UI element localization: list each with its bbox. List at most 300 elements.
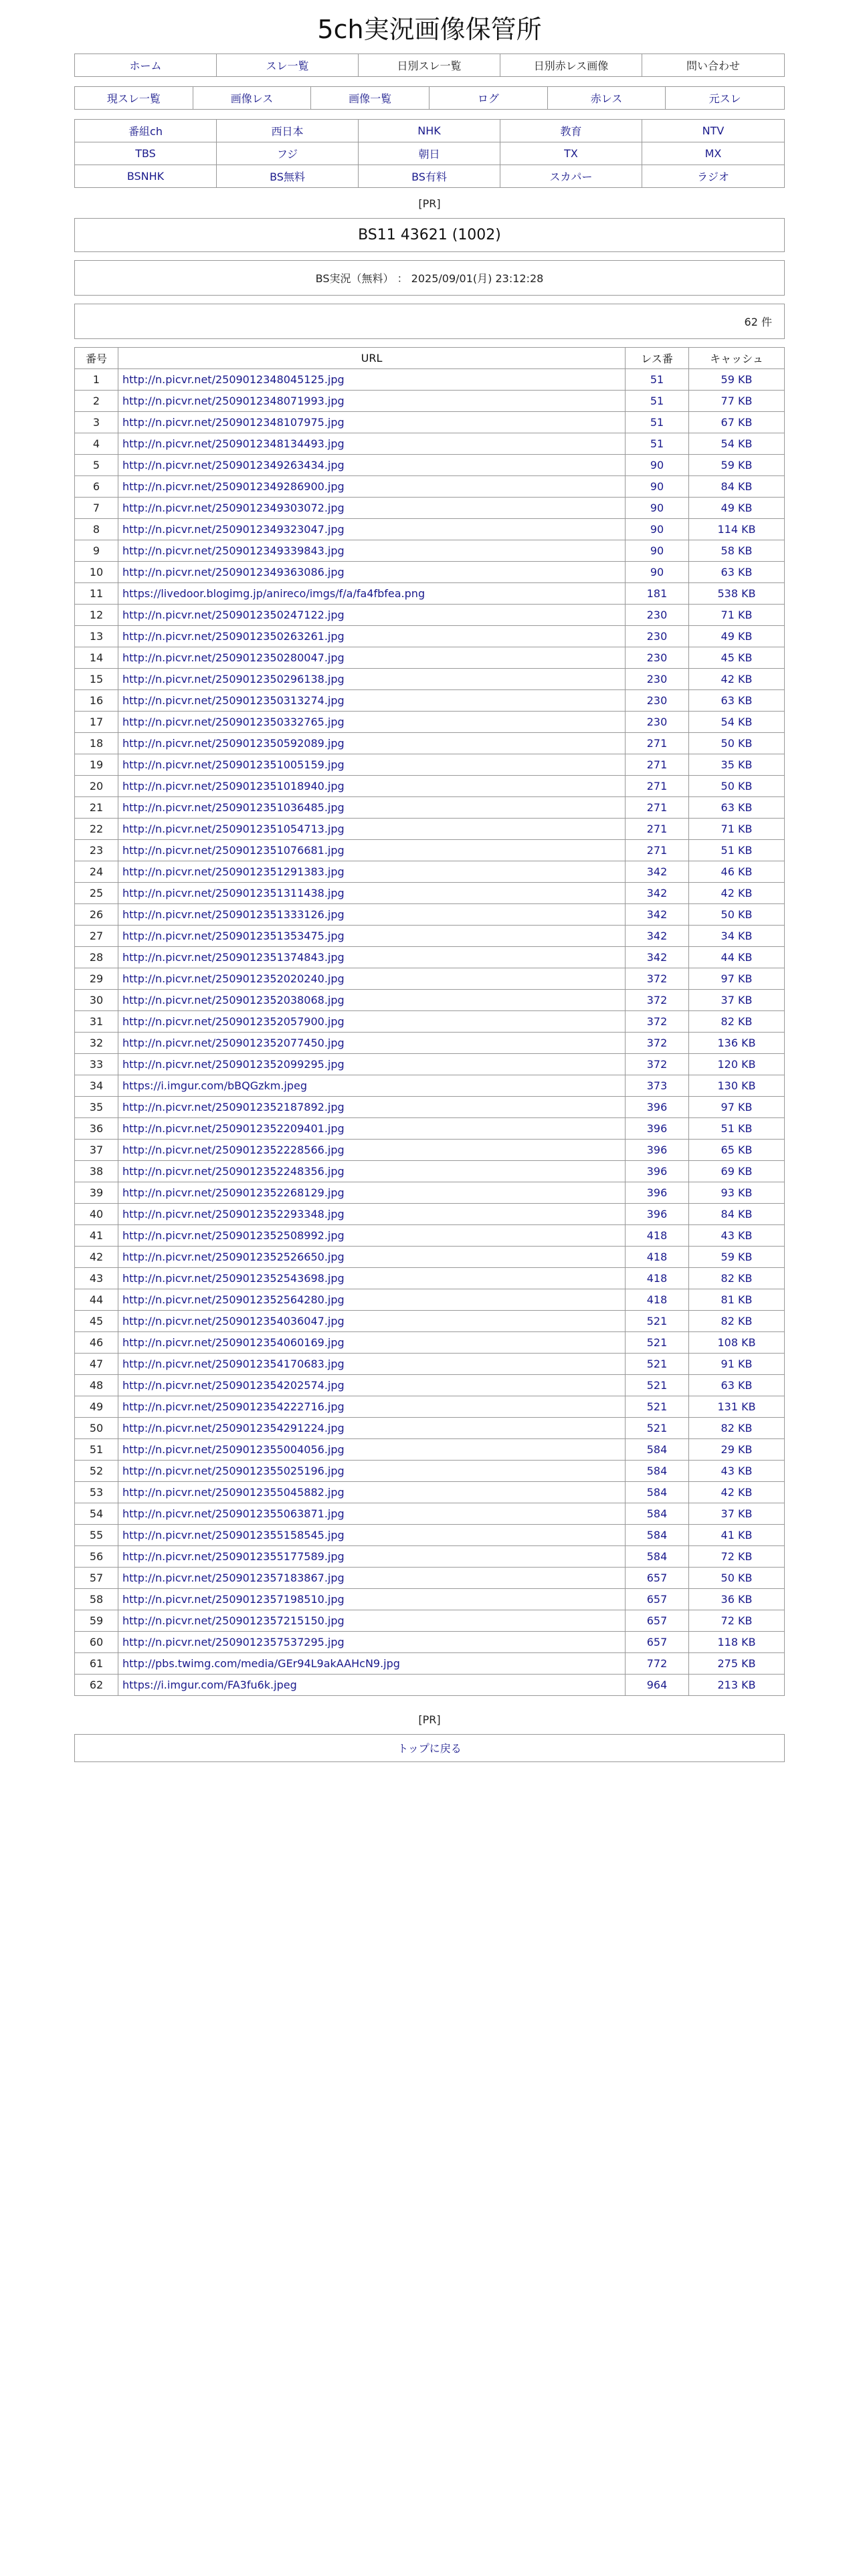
row-cache-cell bbox=[689, 839, 785, 861]
row-cache-cell bbox=[689, 411, 785, 433]
cache-link[interactable]: 213 KB bbox=[717, 1678, 756, 1691]
row-url-cell bbox=[118, 1353, 626, 1374]
image-url-link[interactable]: http://n.picvr.net/2509012352187892.jpg bbox=[122, 1100, 345, 1113]
cache-link[interactable]: 538 KB bbox=[717, 586, 756, 600]
image-url-link[interactable]: http://n.picvr.net/2509012354291224.jpg bbox=[122, 1421, 345, 1434]
cache-link[interactable]: 59 KB bbox=[721, 1250, 753, 1263]
table-row bbox=[75, 861, 785, 882]
res-number-link[interactable]: 521 bbox=[646, 1357, 668, 1370]
row-url-cell bbox=[118, 390, 626, 411]
res-number-link[interactable]: 584 bbox=[646, 1528, 668, 1541]
row-res-cell bbox=[626, 1310, 689, 1331]
channel-nav-item-6[interactable]: フジ bbox=[217, 142, 359, 165]
channel-nav-item-1[interactable]: 西日本 bbox=[217, 120, 359, 142]
cache-link[interactable]: 136 KB bbox=[717, 1036, 756, 1049]
row-url-cell bbox=[118, 1396, 626, 1417]
sub-nav-item-1[interactable]: 画像レス bbox=[193, 87, 312, 109]
table-body bbox=[75, 368, 785, 1695]
channel-nav-item-10[interactable]: BSNHK bbox=[75, 165, 217, 187]
image-url-link[interactable]: http://n.picvr.net/2509012352564280.jpg bbox=[122, 1293, 345, 1306]
image-url-link[interactable]: http://n.picvr.net/2509012350247122.jpg bbox=[122, 608, 345, 621]
image-url-link[interactable]: http://n.picvr.net/2509012357215150.jpg bbox=[122, 1614, 345, 1627]
cache-link[interactable]: 34 KB bbox=[721, 929, 753, 942]
cache-link[interactable]: 114 KB bbox=[717, 522, 756, 536]
table-row bbox=[75, 433, 785, 454]
row-cache-cell bbox=[689, 518, 785, 540]
res-number-link[interactable]: 584 bbox=[646, 1442, 668, 1456]
cache-link[interactable]: 50 KB bbox=[721, 1571, 753, 1584]
sub-nav-item-0[interactable]: 現スレ一覧 bbox=[75, 87, 193, 109]
res-number-link[interactable]: 584 bbox=[646, 1549, 668, 1563]
cache-link[interactable]: 82 KB bbox=[721, 1314, 753, 1327]
cache-link[interactable]: 43 KB bbox=[721, 1228, 753, 1242]
res-number-link[interactable]: 90 bbox=[650, 458, 664, 471]
cache-link[interactable]: 35 KB bbox=[721, 758, 753, 771]
cache-link[interactable]: 84 KB bbox=[721, 479, 753, 493]
cache-link[interactable]: 275 KB bbox=[717, 1656, 756, 1670]
cache-link[interactable]: 72 KB bbox=[721, 1549, 753, 1563]
res-number-link[interactable]: 230 bbox=[646, 693, 668, 707]
channel-nav-item-11[interactable]: BS無料 bbox=[217, 165, 359, 187]
cache-link[interactable]: 29 KB bbox=[721, 1442, 753, 1456]
cache-link[interactable]: 41 KB bbox=[721, 1528, 753, 1541]
image-url-link[interactable]: http://n.picvr.net/2509012351076681.jpg bbox=[122, 843, 345, 857]
cache-link[interactable]: 91 KB bbox=[721, 1357, 753, 1370]
row-number: 25 bbox=[75, 882, 118, 903]
image-url-link[interactable]: http://n.picvr.net/2509012351054713.jpg bbox=[122, 822, 345, 835]
cache-link[interactable]: 131 KB bbox=[717, 1400, 756, 1413]
table-row bbox=[75, 1503, 785, 1524]
row-url-cell bbox=[118, 1588, 626, 1610]
image-url-link[interactable]: http://n.picvr.net/2509012350332765.jpg bbox=[122, 715, 345, 728]
channel-nav-item-9[interactable]: MX bbox=[642, 142, 784, 165]
image-url-link[interactable]: http://pbs.twimg.com/media/GEr94L9akAAHcN9.jpg bbox=[122, 1656, 400, 1670]
row-number: 4 bbox=[75, 433, 118, 454]
res-number-link[interactable]: 657 bbox=[646, 1592, 668, 1606]
row-number: 44 bbox=[75, 1289, 118, 1310]
main-nav-item-4[interactable]: 問い合わせ bbox=[686, 59, 740, 72]
res-number-link[interactable]: 342 bbox=[646, 865, 668, 878]
res-number-link[interactable]: 396 bbox=[646, 1164, 668, 1178]
res-number-link[interactable]: 342 bbox=[646, 929, 668, 942]
image-url-link[interactable]: http://n.picvr.net/2509012354222716.jpg bbox=[122, 1400, 345, 1413]
res-number-link[interactable]: 181 bbox=[646, 586, 668, 600]
res-number-link[interactable]: 90 bbox=[650, 479, 664, 493]
res-number-link[interactable]: 372 bbox=[646, 1057, 668, 1071]
row-number: 29 bbox=[75, 968, 118, 989]
row-url-cell bbox=[118, 1310, 626, 1331]
res-number-link[interactable]: 90 bbox=[650, 522, 664, 536]
image-url-link[interactable]: http://n.picvr.net/2509012352526650.jpg bbox=[122, 1250, 345, 1263]
cache-link[interactable]: 42 KB bbox=[721, 1485, 753, 1499]
row-url-cell bbox=[118, 818, 626, 839]
result-count-box bbox=[74, 304, 785, 339]
image-url-link[interactable]: http://n.picvr.net/2509012355004056.jpg bbox=[122, 1442, 345, 1456]
res-number-link[interactable]: 51 bbox=[650, 437, 664, 450]
res-number-link[interactable]: 418 bbox=[646, 1293, 668, 1306]
header-cache: キャッシュ bbox=[689, 347, 785, 368]
row-number: 48 bbox=[75, 1374, 118, 1396]
image-url-link[interactable]: http://n.picvr.net/2509012352508992.jpg bbox=[122, 1228, 345, 1242]
res-number-link[interactable]: 521 bbox=[646, 1421, 668, 1434]
image-url-link[interactable]: http://n.picvr.net/2509012352077450.jpg bbox=[122, 1036, 345, 1049]
cache-link[interactable]: 97 KB bbox=[721, 972, 753, 985]
res-number-link[interactable]: 230 bbox=[646, 715, 668, 728]
res-number-link[interactable]: 521 bbox=[646, 1314, 668, 1327]
row-res-cell bbox=[626, 1053, 689, 1075]
row-res-cell bbox=[626, 647, 689, 668]
cache-link[interactable]: 59 KB bbox=[721, 458, 753, 471]
res-number-link[interactable]: 418 bbox=[646, 1228, 668, 1242]
res-number-link[interactable]: 521 bbox=[646, 1378, 668, 1392]
row-number: 54 bbox=[75, 1503, 118, 1524]
cache-link[interactable]: 71 KB bbox=[721, 608, 753, 621]
table-row bbox=[75, 647, 785, 668]
res-number-link[interactable]: 230 bbox=[646, 629, 668, 643]
row-number: 34 bbox=[75, 1075, 118, 1096]
row-cache-cell bbox=[689, 1096, 785, 1117]
res-number-link[interactable]: 342 bbox=[646, 950, 668, 964]
res-number-link[interactable]: 271 bbox=[646, 779, 668, 792]
image-url-link[interactable]: http://n.picvr.net/2509012355063871.jpg bbox=[122, 1507, 345, 1520]
image-url-link[interactable]: http://n.picvr.net/2509012355025196.jpg bbox=[122, 1464, 345, 1477]
res-number-link[interactable]: 521 bbox=[646, 1400, 668, 1413]
cache-link[interactable]: 58 KB bbox=[721, 544, 753, 557]
row-cache-cell bbox=[689, 1203, 785, 1224]
row-cache-cell bbox=[689, 1289, 785, 1310]
res-number-link[interactable]: 772 bbox=[646, 1656, 668, 1670]
row-url-cell bbox=[118, 1567, 626, 1588]
sub-nav-item-3[interactable]: ログ bbox=[430, 87, 548, 109]
image-url-link[interactable]: http://n.picvr.net/2509012349323047.jpg bbox=[122, 522, 345, 536]
row-number: 17 bbox=[75, 711, 118, 732]
row-cache-cell bbox=[689, 1674, 785, 1695]
row-url-cell bbox=[118, 861, 626, 882]
res-number-link[interactable]: 396 bbox=[646, 1121, 668, 1135]
main-nav-item-3[interactable]: 日別赤レス画像 bbox=[500, 54, 642, 76]
main-nav-item-2[interactable]: 日別スレ一覧 bbox=[359, 54, 500, 76]
cache-link[interactable]: 37 KB bbox=[721, 1507, 753, 1520]
res-number-link[interactable]: 271 bbox=[646, 758, 668, 771]
cache-link[interactable]: 63 KB bbox=[721, 693, 753, 707]
image-url-link[interactable]: http://n.picvr.net/2509012355177589.jpg bbox=[122, 1549, 345, 1563]
cache-link[interactable]: 54 KB bbox=[721, 715, 753, 728]
cache-link[interactable]: 54 KB bbox=[721, 437, 753, 450]
table-row bbox=[75, 411, 785, 433]
row-url-cell bbox=[118, 1032, 626, 1053]
cache-link[interactable]: 63 KB bbox=[721, 1378, 753, 1392]
res-number-link[interactable]: 90 bbox=[650, 501, 664, 514]
table-row bbox=[75, 1010, 785, 1032]
image-url-link[interactable]: http://n.picvr.net/2509012351291383.jpg bbox=[122, 865, 345, 878]
res-number-link[interactable]: 657 bbox=[646, 1635, 668, 1648]
image-url-link[interactable]: http://n.picvr.net/2509012355158545.jpg bbox=[122, 1528, 345, 1541]
row-url-cell bbox=[118, 1117, 626, 1139]
res-number-link[interactable]: 230 bbox=[646, 608, 668, 621]
cache-link[interactable]: 50 KB bbox=[721, 779, 753, 792]
row-url-cell bbox=[118, 518, 626, 540]
row-cache-cell bbox=[689, 1182, 785, 1203]
res-number-link[interactable]: 657 bbox=[646, 1614, 668, 1627]
channel-nav-item-5[interactable]: TBS bbox=[75, 142, 217, 165]
row-cache-cell bbox=[689, 497, 785, 518]
res-number-link[interactable]: 396 bbox=[646, 1143, 668, 1156]
channel-nav-item-13[interactable]: スカパー bbox=[500, 165, 642, 187]
image-url-link[interactable]: http://n.picvr.net/2509012351333126.jpg bbox=[122, 907, 345, 921]
res-number-link[interactable]: 51 bbox=[650, 372, 664, 386]
res-number-link[interactable]: 396 bbox=[646, 1100, 668, 1113]
row-cache-cell bbox=[689, 1139, 785, 1160]
pr-label-top: [PR] bbox=[418, 197, 441, 210]
row-url-cell bbox=[118, 1545, 626, 1567]
cache-link[interactable]: 72 KB bbox=[721, 1614, 753, 1627]
cache-link[interactable]: 37 KB bbox=[721, 993, 753, 1006]
res-number-link[interactable]: 373 bbox=[646, 1079, 668, 1092]
channel-nav-item-8[interactable]: TX bbox=[500, 142, 642, 165]
row-number: 46 bbox=[75, 1331, 118, 1353]
sub-nav-item-5[interactable]: 元スレ bbox=[708, 92, 741, 105]
image-url-link[interactable]: https://livedoor.blogimg.jp/anireco/imgs/f/a/fa4fbfea.png bbox=[122, 586, 425, 600]
cache-link[interactable]: 67 KB bbox=[721, 415, 753, 429]
res-number-link[interactable]: 51 bbox=[650, 415, 664, 429]
row-res-cell bbox=[626, 1075, 689, 1096]
image-url-link[interactable]: http://n.picvr.net/2509012351374843.jpg bbox=[122, 950, 345, 964]
image-url-link[interactable]: http://n.picvr.net/2509012349286900.jpg bbox=[122, 479, 345, 493]
cache-link[interactable]: 59 KB bbox=[721, 372, 753, 386]
res-number-link[interactable]: 230 bbox=[646, 672, 668, 685]
row-res-cell bbox=[626, 1631, 689, 1652]
main-nav-item-0[interactable]: ホーム bbox=[75, 54, 217, 76]
sub-nav-item-2[interactable]: 画像一覧 bbox=[311, 87, 430, 109]
image-url-link[interactable]: http://n.picvr.net/2509012352099295.jpg bbox=[122, 1057, 345, 1071]
cache-link[interactable]: 97 KB bbox=[721, 1100, 753, 1113]
cache-link[interactable]: 51 KB bbox=[721, 843, 753, 857]
row-res-cell bbox=[626, 1096, 689, 1117]
pr-label-bottom: [PR] bbox=[418, 1713, 441, 1726]
res-number-link[interactable]: 521 bbox=[646, 1335, 668, 1349]
row-url-cell bbox=[118, 882, 626, 903]
res-number-link[interactable]: 90 bbox=[650, 565, 664, 578]
image-url-link[interactable]: http://n.picvr.net/2509012357183867.jpg bbox=[122, 1571, 345, 1584]
cache-link[interactable]: 82 KB bbox=[721, 1271, 753, 1285]
row-res-cell bbox=[626, 1182, 689, 1203]
cache-link[interactable]: 51 KB bbox=[721, 1121, 753, 1135]
image-url-link[interactable]: http://n.picvr.net/2509012352020240.jpg bbox=[122, 972, 345, 985]
row-number: 23 bbox=[75, 839, 118, 861]
main-nav-item-1[interactable]: スレ一覧 bbox=[217, 54, 359, 76]
res-number-link[interactable]: 396 bbox=[646, 1186, 668, 1199]
cache-link[interactable]: 108 KB bbox=[717, 1335, 756, 1349]
row-res-cell bbox=[626, 1674, 689, 1695]
table-row bbox=[75, 1224, 785, 1246]
row-number: 16 bbox=[75, 689, 118, 711]
cache-link[interactable]: 82 KB bbox=[721, 1014, 753, 1028]
table-row bbox=[75, 582, 785, 604]
image-url-link[interactable]: http://n.picvr.net/2509012350592089.jpg bbox=[122, 736, 345, 750]
cache-link[interactable]: 42 KB bbox=[721, 672, 753, 685]
image-url-link[interactable]: http://n.picvr.net/2509012349263434.jpg bbox=[122, 458, 345, 471]
res-number-link[interactable]: 271 bbox=[646, 800, 668, 814]
res-number-link[interactable]: 342 bbox=[646, 886, 668, 899]
channel-nav-item-7[interactable]: 朝日 bbox=[359, 142, 500, 165]
cache-link[interactable]: 49 KB bbox=[721, 629, 753, 643]
image-url-link[interactable]: http://n.picvr.net/2509012352268129.jpg bbox=[122, 1186, 345, 1199]
res-number-link[interactable]: 584 bbox=[646, 1485, 668, 1499]
row-cache-cell bbox=[689, 989, 785, 1010]
res-number-link[interactable]: 230 bbox=[646, 651, 668, 664]
image-url-link[interactable]: http://n.picvr.net/2509012351036485.jpg bbox=[122, 800, 345, 814]
row-res-cell bbox=[626, 1160, 689, 1182]
image-url-link[interactable]: http://n.picvr.net/2509012357198510.jpg bbox=[122, 1592, 345, 1606]
row-res-cell bbox=[626, 540, 689, 561]
res-number-link[interactable]: 372 bbox=[646, 1014, 668, 1028]
cache-link[interactable]: 44 KB bbox=[721, 950, 753, 964]
image-url-link[interactable]: http://n.picvr.net/2509012352228566.jpg bbox=[122, 1143, 345, 1156]
cache-link[interactable]: 120 KB bbox=[717, 1057, 756, 1071]
channel-nav-item-2[interactable]: NHK bbox=[359, 120, 500, 142]
cache-link[interactable]: 50 KB bbox=[721, 907, 753, 921]
res-number-link[interactable]: 271 bbox=[646, 822, 668, 835]
row-cache-cell bbox=[689, 1353, 785, 1374]
row-res-cell bbox=[626, 390, 689, 411]
image-url-link[interactable]: http://n.picvr.net/2509012355045882.jpg bbox=[122, 1485, 345, 1499]
cache-link[interactable]: 77 KB bbox=[721, 394, 753, 407]
image-url-link[interactable]: https://i.imgur.com/FA3fu6k.jpeg bbox=[122, 1678, 297, 1691]
res-number-link[interactable]: 964 bbox=[646, 1678, 668, 1691]
cache-link[interactable]: 43 KB bbox=[721, 1464, 753, 1477]
image-url-link[interactable]: http://n.picvr.net/2509012351353475.jpg bbox=[122, 929, 345, 942]
image-url-link[interactable]: https://i.imgur.com/bBQGzkm.jpeg bbox=[122, 1079, 308, 1092]
image-url-link[interactable]: http://n.picvr.net/2509012354202574.jpg bbox=[122, 1378, 345, 1392]
res-number-link[interactable]: 372 bbox=[646, 972, 668, 985]
row-number: 40 bbox=[75, 1203, 118, 1224]
image-url-link[interactable]: http://n.picvr.net/2509012348045125.jpg bbox=[122, 372, 345, 386]
row-number: 18 bbox=[75, 732, 118, 754]
table-row bbox=[75, 518, 785, 540]
row-number: 9 bbox=[75, 540, 118, 561]
image-url-link[interactable]: http://n.picvr.net/2509012351018940.jpg bbox=[122, 779, 345, 792]
main-nav bbox=[74, 53, 785, 77]
res-number-link[interactable]: 396 bbox=[646, 1207, 668, 1220]
row-url-cell bbox=[118, 1075, 626, 1096]
table-row bbox=[75, 1438, 785, 1460]
res-number-link[interactable]: 271 bbox=[646, 843, 668, 857]
image-url-link[interactable]: http://n.picvr.net/2509012352293348.jpg bbox=[122, 1207, 345, 1220]
image-url-link[interactable]: http://n.picvr.net/2509012351005159.jpg bbox=[122, 758, 345, 771]
cache-link[interactable]: 82 KB bbox=[721, 1421, 753, 1434]
cache-link[interactable]: 42 KB bbox=[721, 886, 753, 899]
cache-link[interactable]: 63 KB bbox=[721, 565, 753, 578]
cache-link[interactable]: 65 KB bbox=[721, 1143, 753, 1156]
image-url-link[interactable]: http://n.picvr.net/2509012354036047.jpg bbox=[122, 1314, 345, 1327]
sub-nav-item-4[interactable]: 赤レス bbox=[548, 87, 666, 109]
res-number-link[interactable]: 372 bbox=[646, 1036, 668, 1049]
cache-link[interactable]: 81 KB bbox=[721, 1293, 753, 1306]
row-res-cell bbox=[626, 497, 689, 518]
res-number-link[interactable]: 372 bbox=[646, 993, 668, 1006]
row-url-cell bbox=[118, 604, 626, 625]
result-count: 62 件 bbox=[744, 315, 772, 328]
cache-link[interactable]: 71 KB bbox=[721, 822, 753, 835]
table-row bbox=[75, 1289, 785, 1310]
cache-link[interactable]: 63 KB bbox=[721, 800, 753, 814]
row-res-cell bbox=[626, 796, 689, 818]
image-url-link[interactable]: http://n.picvr.net/2509012348134493.jpg bbox=[122, 437, 345, 450]
cache-link[interactable]: 46 KB bbox=[721, 865, 753, 878]
row-number: 49 bbox=[75, 1396, 118, 1417]
back-to-top-link[interactable]: トップに戻る bbox=[74, 1734, 785, 1762]
table-row bbox=[75, 1374, 785, 1396]
image-url-link[interactable]: http://n.picvr.net/2509012351311438.jpg bbox=[122, 886, 345, 899]
image-url-link[interactable]: http://n.picvr.net/2509012348107975.jpg bbox=[122, 415, 345, 429]
image-url-link[interactable]: http://n.picvr.net/2509012352209401.jpg bbox=[122, 1121, 345, 1135]
image-url-link[interactable]: http://n.picvr.net/2509012354060169.jpg bbox=[122, 1335, 345, 1349]
site-title: 5ch実況画像保管所 bbox=[317, 15, 542, 44]
cache-link[interactable]: 118 KB bbox=[717, 1635, 756, 1648]
cache-link[interactable]: 84 KB bbox=[721, 1207, 753, 1220]
channel-nav-item-14[interactable]: ラジオ bbox=[696, 170, 729, 183]
row-res-cell bbox=[626, 1438, 689, 1460]
image-table bbox=[74, 347, 785, 1696]
res-number-link[interactable]: 342 bbox=[646, 907, 668, 921]
image-url-link[interactable]: http://n.picvr.net/2509012352057900.jpg bbox=[122, 1014, 345, 1028]
image-url-link[interactable]: http://n.picvr.net/2509012357537295.jpg bbox=[122, 1635, 345, 1648]
image-url-link[interactable]: http://n.picvr.net/2509012352248356.jpg bbox=[122, 1164, 345, 1178]
channel-nav-item-0[interactable]: 番組ch bbox=[75, 120, 217, 142]
row-cache-cell bbox=[689, 1481, 785, 1503]
channel-nav-item-4[interactable]: NTV bbox=[642, 120, 784, 142]
res-number-link[interactable]: 584 bbox=[646, 1464, 668, 1477]
cache-link[interactable]: 93 KB bbox=[721, 1186, 753, 1199]
cache-link[interactable]: 45 KB bbox=[721, 651, 753, 664]
row-number: 8 bbox=[75, 518, 118, 540]
image-url-link[interactable]: http://n.picvr.net/2509012349339843.jpg bbox=[122, 544, 345, 557]
cache-link[interactable]: 49 KB bbox=[721, 501, 753, 514]
table-row bbox=[75, 1460, 785, 1481]
image-url-link[interactable]: http://n.picvr.net/2509012352543698.jpg bbox=[122, 1271, 345, 1285]
res-number-link[interactable]: 418 bbox=[646, 1271, 668, 1285]
row-url-cell bbox=[118, 1267, 626, 1289]
row-cache-cell bbox=[689, 1524, 785, 1545]
res-number-link[interactable]: 657 bbox=[646, 1571, 668, 1584]
row-number: 30 bbox=[75, 989, 118, 1010]
cache-link[interactable]: 130 KB bbox=[717, 1079, 756, 1092]
image-url-link[interactable]: http://n.picvr.net/2509012349303072.jpg bbox=[122, 501, 345, 514]
res-number-link[interactable]: 51 bbox=[650, 394, 664, 407]
cache-link[interactable]: 69 KB bbox=[721, 1164, 753, 1178]
image-url-link[interactable]: http://n.picvr.net/2509012350296138.jpg bbox=[122, 672, 345, 685]
image-url-link[interactable]: http://n.picvr.net/2509012352038068.jpg bbox=[122, 993, 345, 1006]
row-cache-cell bbox=[689, 540, 785, 561]
res-number-link[interactable]: 271 bbox=[646, 736, 668, 750]
image-url-link[interactable]: http://n.picvr.net/2509012350263261.jpg bbox=[122, 629, 345, 643]
res-number-link[interactable]: 584 bbox=[646, 1507, 668, 1520]
table-row bbox=[75, 668, 785, 689]
image-url-link[interactable]: http://n.picvr.net/2509012350313274.jpg bbox=[122, 693, 345, 707]
res-number-link[interactable]: 418 bbox=[646, 1250, 668, 1263]
channel-nav-item-3[interactable]: 教育 bbox=[500, 120, 642, 142]
row-res-cell bbox=[626, 1117, 689, 1139]
cache-link[interactable]: 50 KB bbox=[721, 736, 753, 750]
image-url-link[interactable]: http://n.picvr.net/2509012350280047.jpg bbox=[122, 651, 345, 664]
channel-nav-item-12[interactable]: BS有料 bbox=[359, 165, 500, 187]
image-url-link[interactable]: http://n.picvr.net/2509012354170683.jpg bbox=[122, 1357, 345, 1370]
table-row bbox=[75, 1481, 785, 1503]
cache-link[interactable]: 36 KB bbox=[721, 1592, 753, 1606]
image-url-link[interactable]: http://n.picvr.net/2509012349363086.jpg bbox=[122, 565, 345, 578]
image-url-link[interactable]: http://n.picvr.net/2509012348071993.jpg bbox=[122, 394, 345, 407]
res-number-link[interactable]: 90 bbox=[650, 544, 664, 557]
